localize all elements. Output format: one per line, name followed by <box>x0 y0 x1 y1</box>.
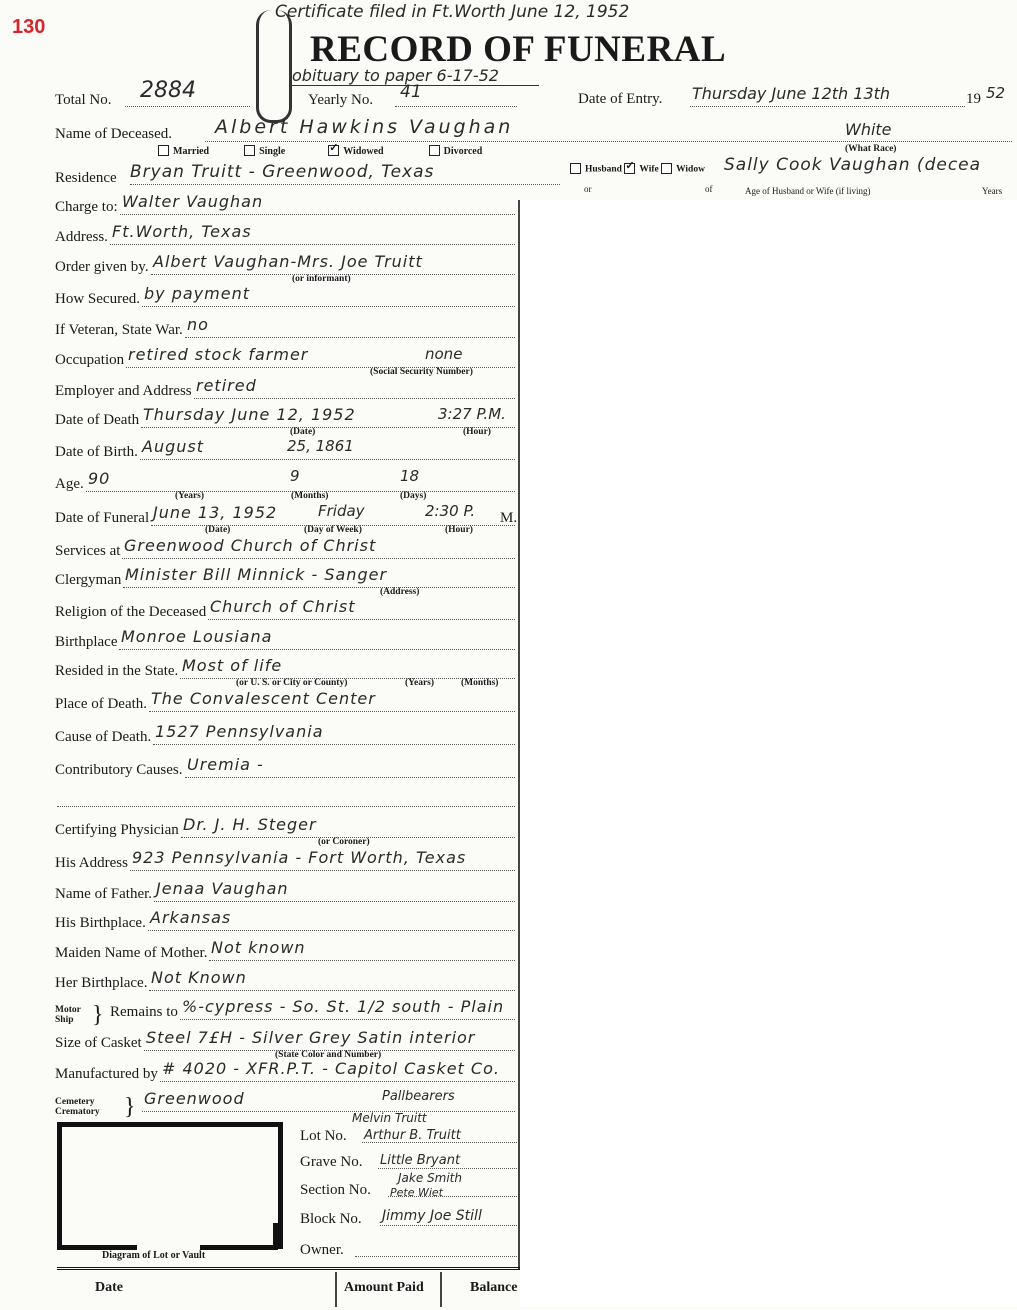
field-label: Maiden Name of Mother. <box>55 945 208 961</box>
field-label: Religion of the Deceased <box>55 604 207 620</box>
form-title: RECORD OF FUNERAL <box>310 29 727 70</box>
funeral-hour: 2:30 P. <box>425 502 476 520</box>
brace: } <box>124 1094 136 1120</box>
field-label: Charge to: <box>55 199 118 215</box>
diagram-corner-left <box>57 1223 137 1250</box>
field-caption: (Day of Week) <box>304 525 362 535</box>
field-label: Date of Funeral <box>55 510 150 526</box>
section-label: Section No. <box>300 1182 371 1198</box>
residence-label: Residence <box>55 170 117 186</box>
field-caption: (Months) <box>461 678 499 688</box>
wife-checkbox[interactable] <box>624 163 635 174</box>
brace: } <box>92 1002 104 1028</box>
yearly-no-label: Yearly No. <box>308 92 374 108</box>
field-value: Uremia - <box>187 755 264 774</box>
years-label: Years <box>982 186 1003 196</box>
field-value: Arkansas <box>150 908 232 927</box>
field-caption: (Months) <box>291 491 329 501</box>
field-value: Dr. J. H. Steger <box>183 815 317 834</box>
table-amount-header: Amount Paid <box>344 1280 424 1295</box>
field-value: no <box>187 315 209 334</box>
field-label: Services at <box>55 543 121 559</box>
field-caption: (Date) <box>290 427 316 437</box>
field-value: Walter Vaughan <box>122 192 264 211</box>
funeral-meridiem: M. <box>500 510 518 526</box>
single-checkbox[interactable] <box>244 145 255 156</box>
diagram-corner-right <box>200 1223 278 1250</box>
field-caption: (Hour) <box>445 525 473 535</box>
table-divider-2 <box>440 1272 442 1307</box>
field-value: %-cypress - So. St. 1/2 south - Plain <box>182 997 505 1016</box>
page-number: 130 <box>12 16 46 38</box>
field-prefix-bottom: Crematory <box>55 1107 100 1117</box>
field-label: Birthplace <box>55 634 118 650</box>
or-label: or <box>584 184 592 194</box>
field-extra: 3:27 P.M. <box>438 405 506 423</box>
obituary-note: obituary to paper 6-17-52 <box>292 66 539 86</box>
field-value: June 13, 1952 <box>153 503 278 522</box>
field-label: Occupation <box>55 352 125 368</box>
block-label: Block No. <box>300 1211 362 1227</box>
field-value: Ft.Worth, Texas <box>112 222 252 241</box>
field-label: Order given by. <box>55 259 149 275</box>
field-value: Most of life <box>182 656 283 675</box>
deceased-name-value: Albert Hawkins Vaughan <box>215 116 514 138</box>
date-of-entry-year: 52 <box>986 84 1006 102</box>
table-balance-header: Balance <box>470 1280 518 1295</box>
divorced-checkbox[interactable] <box>429 145 440 156</box>
date-of-entry-value: Thursday June 12th 13th <box>692 84 891 103</box>
field-label: Cause of Death. <box>55 729 152 745</box>
field-value: Not known <box>211 938 306 957</box>
grave-value: Little Bryant <box>380 1153 461 1168</box>
lot-label: Lot No. <box>300 1128 347 1144</box>
field-label: Certifying Physician <box>55 822 179 838</box>
marital-row: Married Single ✓ Widowed Divorced <box>158 146 482 157</box>
field-value: Not Known <box>151 968 247 987</box>
field-value: # 4020 - XFR.P.T. - Capitol Casket Co. <box>162 1059 500 1078</box>
total-no-value: 2884 <box>140 78 196 103</box>
field-caption: (Years) <box>405 678 435 688</box>
field-caption: (Address) <box>380 587 420 597</box>
age-days: 18 <box>400 467 420 485</box>
field-value: Jenaa Vaughan <box>156 879 289 898</box>
field-prefix-top: Motor <box>55 1005 81 1015</box>
spouse-value: Sally Cook Vaughan (decea <box>724 155 982 175</box>
field-label: If Veteran, State War. <box>55 322 183 338</box>
field-extra: 25, 1861 <box>287 437 354 455</box>
husband-checkbox[interactable] <box>570 163 581 174</box>
section-top: Jake Smith <box>398 1171 462 1185</box>
race-value: White <box>845 120 892 139</box>
field-label: Age. <box>55 476 84 492</box>
field-label: Date of Birth. <box>55 444 138 460</box>
field-label: His Birthplace. <box>55 915 146 931</box>
deceased-name-label: Name of Deceased. <box>55 126 173 142</box>
lot-top: Melvin Truitt <box>352 1111 427 1125</box>
paper-clip <box>256 10 292 123</box>
payment-table <box>57 1267 520 1310</box>
field-prefix-bottom: Ship <box>55 1015 74 1025</box>
field-caption: (Date) <box>205 525 231 535</box>
date-of-entry-label: Date of Entry. <box>578 91 663 107</box>
field-label: Name of Father. <box>55 886 153 902</box>
date-of-entry-year-prefix: 19 <box>966 91 981 107</box>
total-no-label: Total No. <box>55 92 112 108</box>
of-label: of <box>705 184 713 194</box>
field-caption: (Social Security Number) <box>370 367 473 377</box>
field-extra: none <box>425 345 463 363</box>
field-value: by payment <box>144 284 250 303</box>
field-label: Contributory Causes. <box>55 762 183 778</box>
diagram-caption: Diagram of Lot or Vault <box>102 1250 206 1261</box>
field-caption: (or Coroner) <box>318 837 370 847</box>
field-value: Thursday June 12, 1952 <box>143 405 356 424</box>
field-label: Place of Death. <box>55 696 148 712</box>
field-value: Church of Christ <box>210 597 356 616</box>
field-caption: (Days) <box>400 491 427 501</box>
blank-right-panel <box>520 200 1017 1307</box>
grave-label: Grave No. <box>300 1154 363 1170</box>
field-label: Manufactured by <box>55 1066 158 1082</box>
blank-dotted-line <box>57 806 515 807</box>
field-label: Employer and Address <box>55 383 192 399</box>
residence-value: Bryan Truitt - Greenwood, Texas <box>130 162 435 182</box>
block-value: Jimmy Joe Still <box>382 1208 482 1224</box>
field-value: Albert Vaughan-Mrs. Joe Truitt <box>153 252 423 271</box>
spouse-role: Husband ✓ Wife Widow <box>570 164 705 175</box>
field-value: 1527 Pennsylvania <box>155 722 324 741</box>
owner-label: Owner. <box>300 1242 344 1258</box>
age-months: 9 <box>290 467 300 485</box>
field-value: Minister Bill Minnick - Sanger <box>125 565 388 584</box>
field-label: Her Birthplace. <box>55 975 148 991</box>
field-value: The Convalescent Center <box>151 689 376 708</box>
table-divider-1 <box>335 1272 337 1307</box>
field-value: 923 Pennsylvania - Fort Worth, Texas <box>132 848 467 867</box>
section-value: Pete Wiet <box>390 1186 443 1199</box>
field-value: Greenwood <box>144 1089 245 1108</box>
age-spouse-label: Age of Husband or Wife (if living) <box>745 186 871 196</box>
field-label: Date of Death <box>55 412 140 428</box>
widowed-checkbox[interactable] <box>328 145 339 156</box>
field-prefix-top: Cemetery <box>55 1097 95 1107</box>
field-label: Clergyman <box>55 572 122 588</box>
field-caption: (Hour) <box>463 427 491 437</box>
field-value: retired stock farmer <box>128 345 309 364</box>
field-value: retired <box>196 376 257 395</box>
field-caption: (State Color and Number) <box>275 1050 382 1060</box>
field-label: His Address <box>55 855 128 871</box>
field-value: Monroe Lousiana <box>121 627 273 646</box>
field-caption: (Years) <box>175 491 205 501</box>
funeral-day-of-week: Friday <box>318 502 365 520</box>
married-checkbox[interactable] <box>158 145 169 156</box>
field-label: Resided in the State. <box>55 663 179 679</box>
field-label: Size of Casket <box>55 1035 142 1051</box>
race-caption: (What Race) <box>845 144 897 154</box>
field-label: Address. <box>55 229 108 245</box>
field-label: How Secured. <box>55 291 140 307</box>
field-caption: (or informant) <box>292 274 351 284</box>
field-value: Steel 7£H - Silver Grey Satin interior <box>146 1028 476 1047</box>
lot-value: Arthur B. Truitt <box>364 1128 461 1143</box>
widow-checkbox[interactable] <box>661 163 672 174</box>
field-value: 90 <box>88 469 111 488</box>
table-date-header: Date <box>95 1280 123 1295</box>
field-label: Remains to <box>110 1004 178 1020</box>
yearly-no-value: 41 <box>400 82 422 102</box>
field-value: August <box>142 437 204 456</box>
field-caption: (or U. S. or City or County) <box>236 678 348 688</box>
header-note: Certificate filed in Ft.Worth June 12, 1952 <box>275 2 630 22</box>
field-value: Greenwood Church of Christ <box>124 536 377 555</box>
field-extra: Pallbearers <box>382 1089 455 1104</box>
